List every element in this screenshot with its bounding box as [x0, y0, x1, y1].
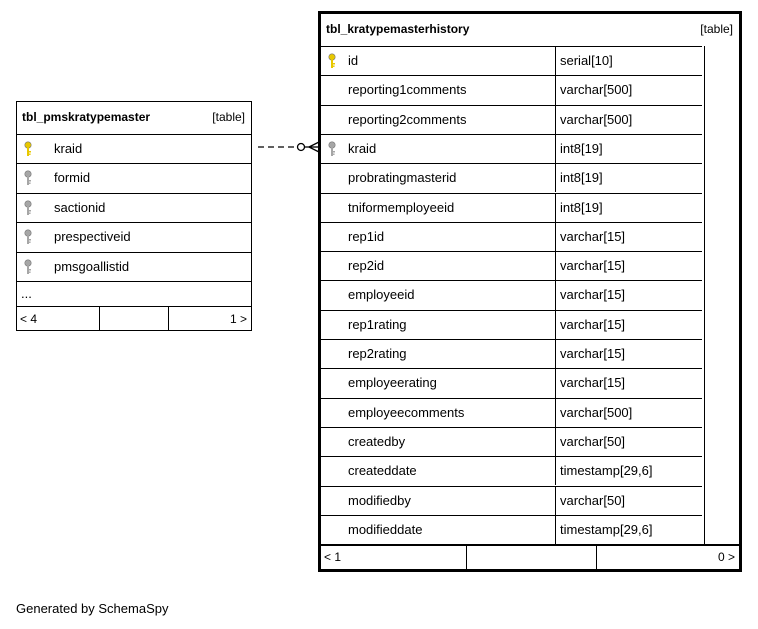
nav-next-link[interactable]: 0 >	[717, 550, 735, 564]
column-type: int8[19]	[560, 199, 603, 215]
column-type: varchar[15]	[560, 228, 626, 244]
column-row[interactable]	[321, 75, 702, 104]
table-footer	[17, 306, 251, 330]
zero-cardinality-marker	[298, 144, 305, 151]
column-row[interactable]	[17, 163, 251, 192]
column-name: employeerating	[348, 375, 437, 391]
table-kind: [table]	[212, 110, 245, 124]
column-name: kraid	[54, 141, 83, 156]
column-row[interactable]	[321, 310, 702, 339]
column-row[interactable]	[321, 280, 702, 309]
column-name: rep2id	[348, 258, 385, 274]
column-name: probratingmasterid	[348, 170, 457, 186]
table-name[interactable]: tbl_pmskratypemaster	[22, 110, 151, 124]
column-name: sactionid	[54, 199, 106, 215]
column-row[interactable]	[321, 105, 702, 134]
column-name: reporting2comments	[348, 111, 467, 127]
column-row[interactable]	[321, 251, 702, 280]
column-name: modifieddate	[348, 521, 423, 537]
column-row[interactable]	[321, 46, 702, 75]
column-row[interactable]	[321, 427, 702, 456]
table-tbl-kratypemasterhistory[interactable]	[318, 11, 742, 572]
column-type: int8[19]	[560, 140, 603, 156]
column-row[interactable]	[17, 134, 251, 163]
column-type: varchar[500]	[560, 404, 633, 420]
column-row[interactable]	[321, 456, 702, 485]
column-name: createddate	[348, 463, 417, 479]
column-name: employeeid	[348, 287, 415, 303]
nav-next-link[interactable]: 1 >	[229, 312, 247, 326]
column-name: prespectiveid	[54, 229, 131, 245]
column-row[interactable]	[321, 163, 702, 192]
column-row[interactable]	[321, 515, 702, 544]
column-name: rep1id	[348, 228, 385, 244]
column-row[interactable]	[321, 193, 702, 222]
column-row[interactable]	[321, 134, 702, 163]
column-type: varchar[15]	[560, 258, 626, 274]
column-row[interactable]	[17, 193, 251, 222]
column-name: rep2rating	[348, 346, 407, 361]
column-row[interactable]	[321, 368, 702, 397]
nav-prev-link[interactable]: < 4	[20, 312, 38, 326]
column-type: varchar[500]	[560, 82, 633, 98]
table-name[interactable]: tbl_kratypemasterhistory	[326, 22, 470, 36]
table-kind: [table]	[700, 22, 733, 36]
column-type: varchar[50]	[560, 492, 626, 508]
column-type: varchar[15]	[560, 287, 626, 303]
table-header	[17, 102, 251, 134]
column-name: employeecomments	[348, 404, 465, 420]
column-type: varchar[500]	[560, 111, 633, 127]
nav-prev-link[interactable]: < 1	[324, 550, 342, 564]
table-header	[321, 14, 739, 46]
column-name: createdby	[348, 433, 406, 449]
column-name: modifiedby	[348, 492, 411, 508]
column-row[interactable]	[17, 222, 251, 251]
column-row[interactable]	[321, 222, 702, 251]
column-row[interactable]	[321, 398, 702, 427]
column-type: varchar[50]	[560, 433, 626, 449]
column-type: varchar[15]	[560, 346, 626, 361]
generated-by-footer: Generated by SchemaSpy	[16, 601, 169, 616]
more-columns-row	[17, 281, 251, 306]
table-footer	[321, 544, 739, 569]
column-name: rep1rating	[348, 316, 407, 332]
table-tbl-pmskratypemaster[interactable]	[16, 101, 252, 331]
column-name: kraid	[348, 140, 377, 156]
column-type: varchar[15]	[560, 316, 626, 332]
column-type: serial[10]	[560, 53, 613, 68]
column-type: int8[19]	[560, 170, 603, 186]
more-columns-indicator: ...	[21, 286, 32, 301]
column-row[interactable]	[321, 486, 702, 515]
column-name: pmsgoallistid	[54, 258, 130, 274]
column-row[interactable]	[17, 252, 251, 281]
column-name: tniformemployeeid	[348, 199, 455, 215]
column-type: timestamp[29,6]	[560, 521, 653, 537]
table-right-divider	[704, 46, 705, 544]
column-name: reporting1comments	[348, 82, 467, 98]
column-type: varchar[15]	[560, 375, 626, 391]
column-name: formid	[54, 170, 91, 186]
column-name: id	[348, 53, 359, 68]
column-row[interactable]	[321, 339, 702, 368]
column-type: timestamp[29,6]	[560, 463, 653, 479]
